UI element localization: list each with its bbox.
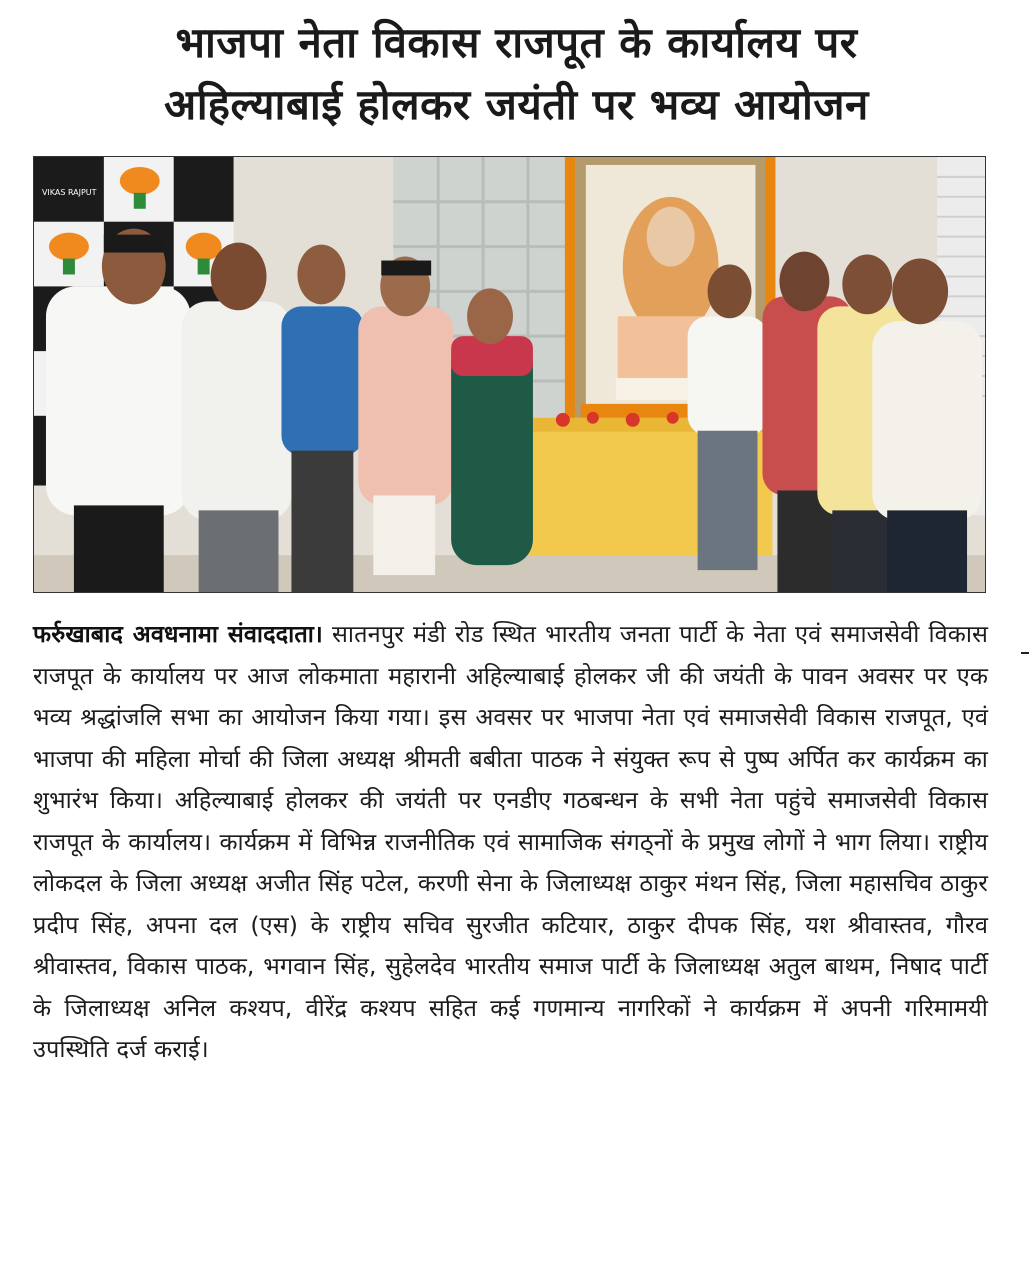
article-text: सातनपुर मंडी रोड स्थित भारतीय जनता पार्टी के नेता एवं समाजसेवी विकास राजपूत के कार्यालय पर आज लोकमाता महारानी अहिल्याबाई होलकर जी की जयंती के पावन अवसर पर एक भव्य श्रद्धांजलि सभा का आयोजन किया गया। इस अवसर पर भाजपा नेता एवं समाजसेवी विकास राजपूत, एवं भाजपा की महिला मोर्चा की जिला अध्यक्ष श्रीमती बबीता पाठक ने संयुक्त रूप से पुष्प अर्पित कर कार्यक्रम का शुभारंभ किया। अहिल्याबाई होलकर की जयंती पर एनडीए गठबन्धन के सभी नेता पहुंचे समाजसेवी विकास राजपूत के कार्यालय। कार्यक्रम में विभिन्न राजनीतिक एवं सामाजिक संगठ्नों के प्रमुख लोगों ने भाग लिया। राष्ट्रीय लोकदल के जिला अध्यक्ष अजीत सिंह पटेल, करणी सेना के जिलाध्यक्ष ठाकुर मंथन सिंह, जिला महासचिव ठाकुर प्रदीप सिंह, अपना दल (एस) के राष्ट्रीय सचिव सुरजीत कटियार, ठाकुर दीपक सिंह, यश श्रीवास्तव, गौरव श्रीवास्तव, विकास पाठक, भगवान सिंह, सुहेलदेव भारतीय समाज पार्टी के जिलाध्यक्ष अतुल बाथम, निषाद पार्टी के जिलाध्यक्ष अनिल कश्यप, वीरेंद्र कश्यप सहित कई गणमान्य नागरिकों ने कार्यक्रम में अपनी गरिमामयी उपस्थिति दर्ज कराई। xyxy=(33,620,989,1063)
backdrop-text: VIKAS RAJPUT xyxy=(41,187,97,197)
photo-illustration xyxy=(34,157,985,592)
news-photo xyxy=(33,156,986,593)
headline-line-1: भाजपा नेता विकास राजपूत के कार्यालय पर xyxy=(175,18,858,67)
edge-mark xyxy=(1021,652,1029,654)
headline-line-2: अहिल्याबाई होलकर जयंती पर भव्य आयोजन xyxy=(164,80,869,129)
article-body xyxy=(33,614,988,1071)
article-dateline: फर्रुखाबाद अवधनामा संवाददाता। xyxy=(33,620,323,648)
headline xyxy=(40,12,993,136)
